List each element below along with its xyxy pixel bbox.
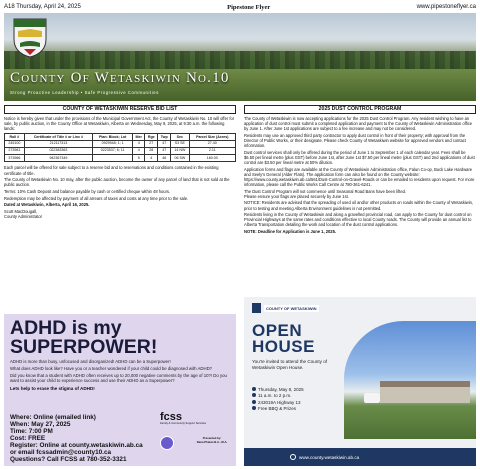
- reserve-signature-title: County Administrator: [4, 214, 42, 220]
- presenter-photo-icon: [160, 436, 174, 450]
- table-cell: 14 NW: [171, 147, 189, 154]
- open-house-date-text: Thursday, May 8, 2025: [258, 387, 304, 392]
- table-cell: 0929948; 1; 1: [93, 140, 133, 147]
- column-header: Roll #: [5, 134, 25, 140]
- adhd-questions: Questions? Call FCSS at 780-352-3321: [10, 456, 127, 463]
- presenter-credit: [192, 436, 232, 444]
- table-cell: S3 SE: [171, 140, 189, 147]
- open-house-website[interactable]: www.county.wetaskiwin.ab.ca: [299, 454, 360, 460]
- open-house-title-line1: OPEN: [252, 321, 303, 340]
- column-header: Rge: [145, 134, 158, 140]
- column-header: Certificate of Title # or Linc #: [24, 134, 93, 140]
- table-cell: 27.40: [189, 140, 235, 147]
- table-cell: 5: [133, 155, 145, 162]
- table-cell: 06 SW: [171, 155, 189, 162]
- reserve-paragraph: Terms: 10% Cash Deposit and balance payable by cash or certified cheque within 48 hours.: [4, 188, 171, 194]
- open-house-location-text: 243019A Highway 13: [258, 399, 301, 405]
- bullet-icon: [252, 387, 256, 391]
- county-shield-icon: [252, 303, 261, 313]
- open-house-ad: [244, 297, 476, 466]
- globe-icon: [290, 454, 296, 460]
- column-header: Sec: [171, 134, 189, 140]
- adhd-register-link[interactable]: Register: Online at county.wetaskiwin.ab.ca: [10, 442, 143, 449]
- adhd-time: Time: 7:00 PM: [10, 428, 53, 435]
- office-building: [380, 381, 470, 403]
- header-left: A18 Thursday, April 24, 2025: [4, 4, 81, 10]
- table-cell: 47: [158, 140, 171, 147]
- adhd-text: Did you know that a student with ADHD often receives up to 20,000 negative comments by the age of 10?! Do you want to assist your child to experience success and use their ADHD as a Superpower?: [10, 373, 227, 384]
- banner-title: County Of Wetaskiwin No.10: [10, 70, 230, 86]
- open-house-time-text: 11 a.m. to 2 p.m.: [258, 393, 292, 399]
- dust-paragraph: Residents living in the County of Wetaskiwin and along a gravelled provincial road, can apply to the County for dust control on Provincial Highways at the same rates and conditions effective to local County roads. The County will provide an annual list to Alberta Transportation detailing the work and location of the dust control applications.: [244, 212, 472, 228]
- adhd-cost: Cost: FREE: [10, 435, 46, 442]
- reserve-paragraph: Each parcel will be offered for sale subject to a reserve bid and to reservations and conditions contained in the existing certificate of title.: [4, 165, 219, 176]
- table-cell: 27: [145, 140, 158, 147]
- open-house-details: [252, 387, 304, 413]
- table-cell: 47: [158, 147, 171, 154]
- adhd-text: What does ADHD look like? Have you or a teacher wondered if your child could be diagnosed with ADHD?: [10, 366, 213, 372]
- table-cell: 245100: [5, 140, 25, 147]
- dust-control-notice: [244, 105, 476, 236]
- table-cell: 942367349: [24, 155, 93, 162]
- county-banner: [4, 13, 476, 101]
- adhd-headline: ADHD is my SUPERPOWER!: [10, 317, 158, 358]
- fcss-logo-sub: Family & Community Support Services: [160, 422, 206, 425]
- adhd-email-link[interactable]: or email fcssadmin@county10.ca: [10, 449, 112, 456]
- column-header: Plan: Block; Lot: [93, 134, 133, 140]
- reserve-bid-table: [4, 133, 236, 162]
- adhd-when: When: May 27, 2025: [10, 421, 71, 428]
- table-cell: 4: [133, 140, 145, 147]
- dust-paragraph: Application forms and flags are available at the County of Wetaskiwin Administration office, Falun Co-op, Buck Lake Hardware and Seely's General (Alder Flats). The application form can also be found on the County website: https://www.county.wetaskiwin.ab.ca/561/Dust-Control-on-Gravel-Roads or can be emailed to residents upon request. For more information, please call the Public Works Call Centre at 780-361-6241.: [244, 166, 475, 187]
- county-crest-icon: [10, 15, 50, 59]
- open-house-extras-text: Free BBQ & Prizes: [258, 406, 297, 412]
- dust-heading: 2025 DUST CONTROL PROGRAM: [244, 105, 476, 114]
- open-house-logo: [252, 303, 319, 313]
- presenter-name: Dana Phelan B.A., M.A.: [196, 440, 228, 444]
- header-masthead: Pipestone Flyer: [227, 3, 271, 11]
- fcss-logo: [160, 412, 210, 425]
- table-cell: 28: [145, 147, 158, 154]
- presented-by-label: Presented by:: [202, 436, 222, 440]
- table-cell: 373966: [5, 155, 25, 162]
- table-row: [5, 155, 236, 162]
- dust-deadline: NOTE: Deadline for Application is June 1, 2025.: [244, 229, 336, 235]
- adhd-text: ADHD is more than busy, unfocused and disorganized! ADHD can be a Superpower!: [10, 359, 171, 364]
- reserve-paragraph: Redemption may be affected by payment of all arrears of taxes and costs at any time prior to the sale.: [4, 195, 189, 201]
- dust-paragraph: The Dust Control Program will not commence until Seasonal Road Bans have been lifted.: [244, 188, 407, 194]
- table-cell: [93, 155, 133, 162]
- table-cell: 4: [133, 147, 145, 154]
- reserve-dated: Dated at Wetaskiwin, Alberta, April 16, 2025.: [4, 202, 90, 208]
- parked-truck: [364, 393, 380, 403]
- dust-paragraph: Residents may use an approved third party contractor to apply dust control in front of their property; with approval from the Director of Public Works, or their designate. Please check County of Wetaskiwin website for approved vendors and contact information.: [244, 132, 466, 149]
- bullet-icon: [252, 406, 256, 410]
- table-cell: 160.00: [189, 155, 235, 162]
- open-house-org: COUNTY OF WETASKIWIN: [266, 305, 317, 311]
- banner-tagline: Strong Proactive Leadership • Safe Progressive Communities: [10, 90, 159, 95]
- table-cell: 212117313: [24, 140, 93, 147]
- adhd-stigma: Lets help to erase the stigma of ADHD!: [10, 386, 95, 392]
- treeline: [4, 51, 476, 71]
- table-cell: 022383363: [24, 147, 93, 154]
- county-office-photo: [344, 321, 476, 439]
- table-cell: 273981: [5, 147, 25, 154]
- dust-paragraph: NOTICE: Residents are advised that the spreading of used oil and/or other products on roads within the County of Wetaskiwin, prior to testing and meeting Alberta Environment guidelines is not permitted.: [244, 200, 474, 211]
- dust-paragraph: Dust control services shall only be offered during the period of June 1 to September 1 of each calendar year. Fees shall be $6.50 per lineal metre (plus GST) before June 1st, after June 1st $7.50 per lineal metre (plus GST) and 2nd applications of dust control are $3.50 per lineal metre at 50% dilution.: [244, 149, 475, 166]
- adhd-where: Where: Online (emailed link): [10, 414, 96, 421]
- column-header: Mer: [133, 134, 145, 140]
- table-cell: 4: [145, 155, 158, 162]
- table-row: [5, 147, 236, 154]
- table-row: [5, 140, 236, 147]
- fcss-logo-text: fcss: [160, 411, 183, 423]
- column-header: Parcel Size (Acres): [189, 134, 235, 140]
- table-cell: 46: [158, 155, 171, 162]
- bullet-icon: [252, 400, 256, 404]
- dust-paragraph: Please ensure your flags are placed securely by June 1st.: [244, 193, 349, 199]
- column-header: Twp: [158, 134, 171, 140]
- open-house-title-line2: HOUSE: [252, 337, 315, 356]
- reserve-signature-name: Scott MacDougall,: [4, 209, 38, 215]
- adhd-event-details: [10, 414, 143, 463]
- open-house-invite: You're invited to attend the County of Wetaskiwin Open House.: [252, 359, 328, 370]
- open-house-extras: [252, 406, 304, 412]
- reserve-intro: Notice is hereby given that under the provisions of the Municipal Government Act, the County of Wetaskiwin No. 10 will offer for sale, by public auction, in the County Office at Wetaskiwin, Alberta on Wednesday, May 9, 2025, at 9:30 a.m. the following lands:: [4, 116, 235, 132]
- bullet-icon: [252, 393, 256, 397]
- reserve-heading: COUNTY OF WETASKIWIN RESERVE BID LIST: [4, 105, 236, 114]
- open-house-title: [252, 323, 315, 355]
- dust-paragraph: The County of Wetaskiwin is now accepting applications for the 2025 Dust Control Program. Any resident wishing to have an application of dust control must submit a completed application and payment to the County of Wetaskiwin Administration office by June 1. After June 1st applications are subject to a fee increase and may not be considered.: [244, 116, 473, 132]
- reserve-paragraph: The County of Wetaskiwin No. 10 may, after the public auction, become the owner of any parcel of land that is not sold at the public auction.: [4, 177, 230, 188]
- page-header: [4, 2, 476, 12]
- adhd-ad: [4, 314, 236, 466]
- open-house-footer: [244, 448, 476, 466]
- header-website[interactable]: www.pipestoneflyer.ca: [416, 4, 476, 10]
- table-cell: 2.11: [189, 147, 235, 154]
- table-cell: 0223537; 6; 11: [93, 147, 133, 154]
- reserve-bid-notice: [4, 105, 236, 221]
